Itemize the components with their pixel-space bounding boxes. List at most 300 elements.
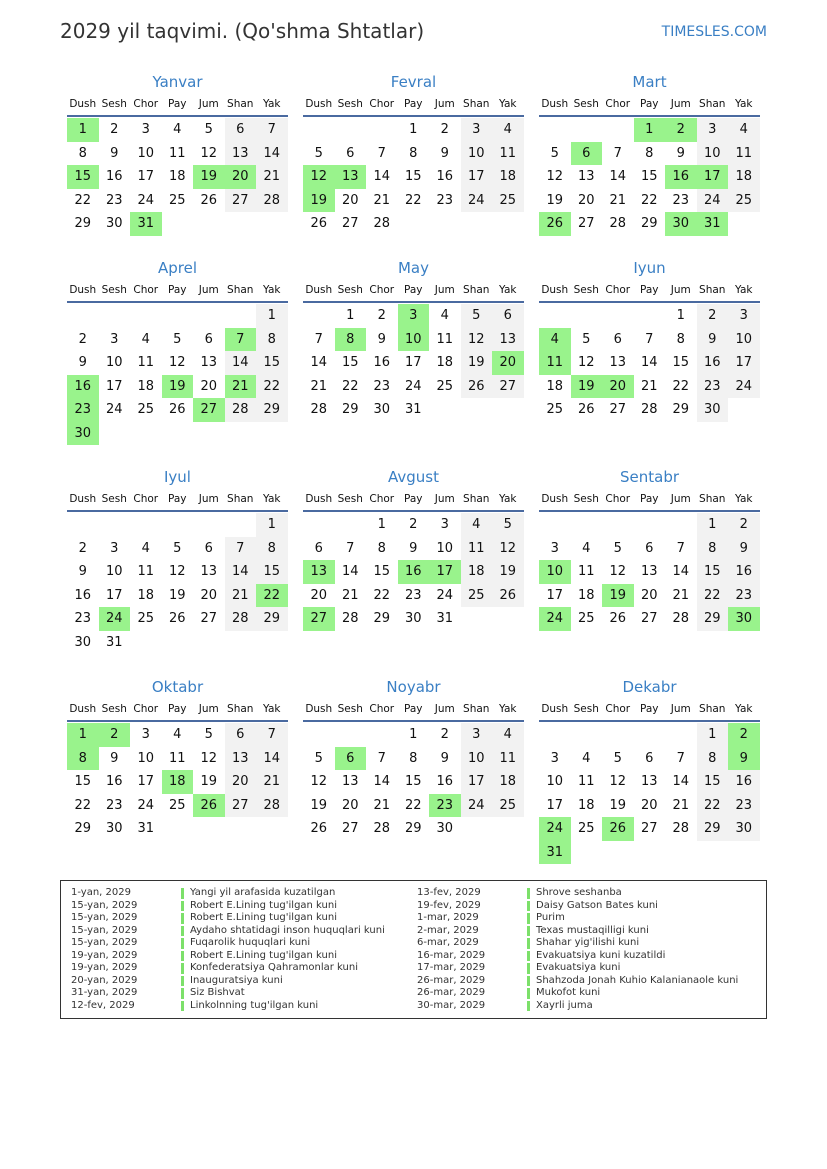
day-cell[interactable]: 22 xyxy=(697,584,729,608)
day-cell[interactable]: 4 xyxy=(141,540,150,556)
day-cell[interactable]: 7 xyxy=(225,328,257,352)
day-cell[interactable]: 23 xyxy=(373,378,391,394)
day-cell[interactable]: 11 xyxy=(577,564,595,579)
day-cell[interactable]: 25 xyxy=(137,402,155,417)
day-cell[interactable]: 24 xyxy=(697,189,729,213)
day-cell[interactable]: 14 xyxy=(256,142,288,166)
day-cell[interactable]: 11 xyxy=(577,774,595,789)
day-cell[interactable]: 16 xyxy=(728,770,760,794)
day-cell[interactable]: 3 xyxy=(461,118,493,142)
day-cell[interactable]: 6 xyxy=(613,331,622,347)
day-cell[interactable]: 27 xyxy=(577,216,595,231)
day-cell[interactable]: 26 xyxy=(577,402,595,417)
day-cell[interactable]: 20 xyxy=(577,192,595,208)
day-cell[interactable]: 8 xyxy=(697,537,729,561)
day-cell[interactable]: 3 xyxy=(461,723,493,747)
day-cell[interactable]: 19 xyxy=(602,584,634,608)
day-cell[interactable]: 10 xyxy=(137,145,155,161)
day-cell[interactable]: 2 xyxy=(99,723,131,747)
day-cell[interactable]: 14 xyxy=(310,355,328,370)
day-cell[interactable]: 26 xyxy=(461,375,493,399)
day-cell[interactable]: 8 xyxy=(645,145,654,161)
day-cell[interactable]: 2 xyxy=(440,122,449,137)
day-cell[interactable]: 23 xyxy=(105,192,123,208)
day-cell[interactable]: 8 xyxy=(335,328,367,352)
day-cell[interactable]: 30 xyxy=(728,607,760,631)
day-cell[interactable]: 7 xyxy=(645,331,654,347)
day-cell[interactable]: 19 xyxy=(492,560,524,584)
day-cell[interactable]: 13 xyxy=(341,774,359,789)
day-cell[interactable]: 12 xyxy=(546,169,564,184)
day-cell[interactable]: 19 xyxy=(193,165,225,189)
day-cell[interactable]: 21 xyxy=(225,584,257,608)
day-cell[interactable]: 13 xyxy=(200,564,218,579)
day-cell[interactable]: 14 xyxy=(672,774,690,789)
day-cell[interactable]: 29 xyxy=(697,607,729,631)
day-cell[interactable]: 26 xyxy=(609,611,627,626)
day-cell[interactable]: 1 xyxy=(67,118,99,142)
day-cell[interactable]: 12 xyxy=(200,750,218,766)
day-cell[interactable]: 16 xyxy=(398,560,430,584)
day-cell[interactable]: 7 xyxy=(314,331,323,347)
day-cell[interactable]: 14 xyxy=(225,560,257,584)
day-cell[interactable]: 25 xyxy=(492,794,524,818)
day-cell[interactable]: 4 xyxy=(440,308,449,323)
day-cell[interactable]: 2 xyxy=(78,331,87,347)
day-cell[interactable]: 20 xyxy=(310,587,328,603)
day-cell[interactable]: 6 xyxy=(645,540,654,556)
day-cell[interactable]: 6 xyxy=(204,331,213,347)
day-cell[interactable]: 12 xyxy=(609,774,627,789)
day-cell[interactable]: 9 xyxy=(697,328,729,352)
day-cell[interactable]: 24 xyxy=(99,607,131,631)
day-cell[interactable]: 15 xyxy=(256,351,288,375)
day-cell[interactable]: 15 xyxy=(404,169,422,184)
day-cell[interactable]: 1 xyxy=(697,723,729,747)
day-cell[interactable]: 9 xyxy=(728,747,760,771)
day-cell[interactable]: 7 xyxy=(256,118,288,142)
day-cell[interactable]: 22 xyxy=(404,797,422,813)
day-cell[interactable]: 13 xyxy=(577,169,595,184)
day-cell[interactable]: 22 xyxy=(697,794,729,818)
day-cell[interactable]: 27 xyxy=(341,216,359,231)
day-cell[interactable]: 12 xyxy=(577,355,595,370)
day-cell[interactable]: 2 xyxy=(665,118,697,142)
day-cell[interactable]: 15 xyxy=(640,169,658,184)
day-cell[interactable]: 7 xyxy=(377,750,386,766)
day-cell[interactable]: 24 xyxy=(404,378,422,394)
day-cell[interactable]: 9 xyxy=(440,750,449,766)
day-cell[interactable]: 5 xyxy=(314,750,323,766)
day-cell[interactable]: 25 xyxy=(577,821,595,836)
day-cell[interactable]: 28 xyxy=(256,189,288,213)
day-cell[interactable]: 12 xyxy=(461,328,493,352)
day-cell[interactable]: 26 xyxy=(310,216,328,231)
day-cell[interactable]: 29 xyxy=(672,402,690,417)
day-cell[interactable]: 30 xyxy=(404,611,422,626)
day-cell[interactable]: 30 xyxy=(665,212,697,236)
day-cell[interactable]: 10 xyxy=(105,564,123,579)
day-cell[interactable]: 11 xyxy=(168,145,186,161)
day-cell[interactable]: 11 xyxy=(539,351,571,375)
day-cell[interactable]: 16 xyxy=(74,587,92,603)
day-cell[interactable]: 22 xyxy=(256,375,288,399)
day-cell[interactable]: 11 xyxy=(436,331,454,347)
day-cell[interactable]: 12 xyxy=(303,165,335,189)
day-cell[interactable]: 29 xyxy=(74,821,92,836)
day-cell[interactable]: 31 xyxy=(539,841,571,865)
day-cell[interactable]: 1 xyxy=(697,513,729,537)
day-cell[interactable]: 5 xyxy=(613,540,622,556)
day-cell[interactable]: 25 xyxy=(546,402,564,417)
day-cell[interactable]: 26 xyxy=(193,794,225,818)
day-cell[interactable]: 9 xyxy=(78,564,87,579)
day-cell[interactable]: 30 xyxy=(728,817,760,841)
day-cell[interactable]: 21 xyxy=(672,587,690,603)
day-cell[interactable]: 10 xyxy=(137,750,155,766)
day-cell[interactable]: 30 xyxy=(105,216,123,231)
day-cell[interactable]: 2 xyxy=(697,304,729,328)
day-cell[interactable]: 3 xyxy=(728,304,760,328)
day-cell[interactable]: 28 xyxy=(341,611,359,626)
day-cell[interactable]: 23 xyxy=(74,611,92,626)
day-cell[interactable]: 6 xyxy=(571,142,603,166)
day-cell[interactable]: 10 xyxy=(697,142,729,166)
day-cell[interactable]: 19 xyxy=(162,375,194,399)
day-cell[interactable]: 13 xyxy=(609,355,627,370)
day-cell[interactable]: 12 xyxy=(168,564,186,579)
day-cell[interactable]: 15 xyxy=(74,774,92,789)
day-cell[interactable]: 14 xyxy=(640,355,658,370)
day-cell[interactable]: 22 xyxy=(640,192,658,208)
day-cell[interactable]: 9 xyxy=(78,355,87,370)
day-cell[interactable]: 18 xyxy=(162,770,194,794)
day-cell[interactable]: 20 xyxy=(602,375,634,399)
day-cell[interactable]: 17 xyxy=(429,560,461,584)
day-cell[interactable]: 26 xyxy=(168,402,186,417)
day-cell[interactable]: 30 xyxy=(436,821,454,836)
day-cell[interactable]: 2 xyxy=(110,122,119,137)
day-cell[interactable]: 15 xyxy=(697,770,729,794)
day-cell[interactable]: 18 xyxy=(577,587,595,603)
day-cell[interactable]: 6 xyxy=(335,747,367,771)
day-cell[interactable]: 22 xyxy=(74,192,92,208)
day-cell[interactable]: 27 xyxy=(640,821,658,836)
day-cell[interactable]: 14 xyxy=(341,564,359,579)
day-cell[interactable]: 8 xyxy=(409,145,418,161)
day-cell[interactable]: 18 xyxy=(436,355,454,370)
day-cell[interactable]: 25 xyxy=(168,192,186,208)
day-cell[interactable]: 18 xyxy=(137,587,155,603)
day-cell[interactable]: 3 xyxy=(550,750,559,766)
day-cell[interactable]: 2 xyxy=(728,723,760,747)
day-cell[interactable]: 23 xyxy=(436,192,454,208)
day-cell[interactable]: 16 xyxy=(67,375,99,399)
day-cell[interactable]: 13 xyxy=(225,747,257,771)
day-cell[interactable]: 22 xyxy=(373,587,391,603)
day-cell[interactable]: 8 xyxy=(256,537,288,561)
day-cell[interactable]: 8 xyxy=(78,145,87,161)
day-cell[interactable]: 21 xyxy=(225,375,257,399)
day-cell[interactable]: 25 xyxy=(436,378,454,394)
day-cell[interactable]: 28 xyxy=(225,398,257,422)
day-cell[interactable]: 20 xyxy=(225,770,257,794)
day-cell[interactable]: 23 xyxy=(728,794,760,818)
day-cell[interactable]: 24 xyxy=(436,587,454,603)
day-cell[interactable]: 23 xyxy=(429,794,461,818)
day-cell[interactable]: 20 xyxy=(225,165,257,189)
day-cell[interactable]: 20 xyxy=(341,797,359,813)
day-cell[interactable]: 29 xyxy=(256,398,288,422)
day-cell[interactable]: 3 xyxy=(110,331,119,347)
day-cell[interactable]: 17 xyxy=(105,587,123,603)
day-cell[interactable]: 31 xyxy=(404,402,422,417)
day-cell[interactable]: 9 xyxy=(440,145,449,161)
day-cell[interactable]: 10 xyxy=(398,328,430,352)
day-cell[interactable]: 28 xyxy=(373,821,391,836)
day-cell[interactable]: 11 xyxy=(137,355,155,370)
day-cell[interactable]: 30 xyxy=(105,821,123,836)
day-cell[interactable]: 3 xyxy=(398,304,430,328)
day-cell[interactable]: 11 xyxy=(492,747,524,771)
day-cell[interactable]: 4 xyxy=(173,122,182,137)
day-cell[interactable]: 5 xyxy=(550,145,559,161)
day-cell[interactable]: 27 xyxy=(640,611,658,626)
day-cell[interactable]: 20 xyxy=(200,587,218,603)
day-cell[interactable]: 14 xyxy=(373,774,391,789)
day-cell[interactable]: 8 xyxy=(676,331,685,347)
day-cell[interactable]: 8 xyxy=(697,747,729,771)
day-cell[interactable]: 6 xyxy=(645,750,654,766)
day-cell[interactable]: 7 xyxy=(613,145,622,161)
day-cell[interactable]: 20 xyxy=(200,378,218,394)
day-cell[interactable]: 7 xyxy=(676,750,685,766)
day-cell[interactable]: 4 xyxy=(582,540,591,556)
day-cell[interactable]: 9 xyxy=(676,145,685,161)
day-cell[interactable]: 16 xyxy=(105,774,123,789)
day-cell[interactable]: 21 xyxy=(373,192,391,208)
day-cell[interactable]: 26 xyxy=(602,817,634,841)
day-cell[interactable]: 24 xyxy=(461,189,493,213)
day-cell[interactable]: 21 xyxy=(672,797,690,813)
day-cell[interactable]: 21 xyxy=(310,378,328,394)
day-cell[interactable]: 10 xyxy=(461,142,493,166)
day-cell[interactable]: 3 xyxy=(110,540,119,556)
day-cell[interactable]: 27 xyxy=(225,794,257,818)
day-cell[interactable]: 18 xyxy=(728,165,760,189)
brand-link[interactable]: TIMESLES.COM xyxy=(661,24,767,40)
day-cell[interactable]: 15 xyxy=(404,774,422,789)
day-cell[interactable]: 4 xyxy=(461,513,493,537)
day-cell[interactable]: 27 xyxy=(200,611,218,626)
day-cell[interactable]: 30 xyxy=(67,422,99,446)
day-cell[interactable]: 21 xyxy=(373,797,391,813)
day-cell[interactable]: 11 xyxy=(168,750,186,766)
day-cell[interactable]: 26 xyxy=(310,821,328,836)
day-cell[interactable]: 2 xyxy=(377,308,386,323)
day-cell[interactable]: 6 xyxy=(225,723,257,747)
day-cell[interactable]: 19 xyxy=(200,774,218,789)
day-cell[interactable]: 21 xyxy=(609,192,627,208)
day-cell[interactable]: 25 xyxy=(577,611,595,626)
day-cell[interactable]: 15 xyxy=(672,355,690,370)
day-cell[interactable]: 29 xyxy=(697,817,729,841)
day-cell[interactable]: 20 xyxy=(640,797,658,813)
day-cell[interactable]: 4 xyxy=(492,723,524,747)
day-cell[interactable]: 2 xyxy=(78,540,87,556)
day-cell[interactable]: 7 xyxy=(676,540,685,556)
day-cell[interactable]: 21 xyxy=(640,378,658,394)
day-cell[interactable]: 22 xyxy=(341,378,359,394)
day-cell[interactable]: 26 xyxy=(492,584,524,608)
day-cell[interactable]: 11 xyxy=(461,537,493,561)
day-cell[interactable]: 13 xyxy=(492,328,524,352)
day-cell[interactable]: 5 xyxy=(613,750,622,766)
day-cell[interactable]: 11 xyxy=(137,564,155,579)
day-cell[interactable]: 3 xyxy=(550,540,559,556)
day-cell[interactable]: 14 xyxy=(609,169,627,184)
day-cell[interactable]: 29 xyxy=(640,216,658,231)
day-cell[interactable]: 4 xyxy=(728,118,760,142)
day-cell[interactable]: 12 xyxy=(492,537,524,561)
day-cell[interactable]: 7 xyxy=(377,145,386,161)
day-cell[interactable]: 25 xyxy=(137,611,155,626)
day-cell[interactable]: 24 xyxy=(137,797,155,813)
day-cell[interactable]: 28 xyxy=(373,216,391,231)
day-cell[interactable]: 27 xyxy=(341,821,359,836)
day-cell[interactable]: 14 xyxy=(256,747,288,771)
day-cell[interactable]: 6 xyxy=(314,540,323,556)
day-cell[interactable]: 21 xyxy=(341,587,359,603)
day-cell[interactable]: 21 xyxy=(256,165,288,189)
day-cell[interactable]: 7 xyxy=(225,537,257,561)
day-cell[interactable]: 16 xyxy=(373,355,391,370)
day-cell[interactable]: 25 xyxy=(461,584,493,608)
day-cell[interactable]: 23 xyxy=(404,587,422,603)
day-cell[interactable]: 28 xyxy=(672,611,690,626)
day-cell[interactable]: 19 xyxy=(303,189,335,213)
day-cell[interactable]: 13 xyxy=(640,564,658,579)
day-cell[interactable]: 27 xyxy=(492,375,524,399)
day-cell[interactable]: 2 xyxy=(728,513,760,537)
day-cell[interactable]: 29 xyxy=(373,611,391,626)
day-cell[interactable]: 3 xyxy=(440,517,449,532)
day-cell[interactable]: 5 xyxy=(582,331,591,347)
day-cell[interactable]: 10 xyxy=(546,774,564,789)
day-cell[interactable]: 13 xyxy=(200,355,218,370)
day-cell[interactable]: 24 xyxy=(539,817,571,841)
day-cell[interactable]: 17 xyxy=(461,770,493,794)
day-cell[interactable]: 12 xyxy=(310,774,328,789)
day-cell[interactable]: 10 xyxy=(728,328,760,352)
day-cell[interactable]: 21 xyxy=(256,770,288,794)
day-cell[interactable]: 16 xyxy=(436,774,454,789)
day-cell[interactable]: 19 xyxy=(546,192,564,208)
day-cell[interactable]: 12 xyxy=(168,355,186,370)
day-cell[interactable]: 28 xyxy=(225,607,257,631)
day-cell[interactable]: 3 xyxy=(697,118,729,142)
day-cell[interactable]: 6 xyxy=(492,304,524,328)
day-cell[interactable]: 31 xyxy=(697,212,729,236)
day-cell[interactable]: 16 xyxy=(436,169,454,184)
day-cell[interactable]: 4 xyxy=(173,727,182,742)
day-cell[interactable]: 22 xyxy=(672,378,690,394)
day-cell[interactable]: 10 xyxy=(539,560,571,584)
day-cell[interactable]: 20 xyxy=(492,351,524,375)
day-cell[interactable]: 19 xyxy=(310,797,328,813)
day-cell[interactable]: 27 xyxy=(193,398,225,422)
day-cell[interactable]: 6 xyxy=(225,118,257,142)
day-cell[interactable]: 8 xyxy=(409,750,418,766)
day-cell[interactable]: 4 xyxy=(141,331,150,347)
day-cell[interactable]: 17 xyxy=(137,774,155,789)
day-cell[interactable]: 4 xyxy=(582,750,591,766)
day-cell[interactable]: 18 xyxy=(546,378,564,394)
day-cell[interactable]: 5 xyxy=(492,513,524,537)
day-cell[interactable]: 13 xyxy=(640,774,658,789)
day-cell[interactable]: 17 xyxy=(697,165,729,189)
day-cell[interactable]: 16 xyxy=(105,169,123,184)
day-cell[interactable]: 5 xyxy=(173,540,182,556)
day-cell[interactable]: 5 xyxy=(204,727,213,742)
day-cell[interactable]: 14 xyxy=(373,169,391,184)
day-cell[interactable]: 16 xyxy=(665,165,697,189)
day-cell[interactable]: 2 xyxy=(440,727,449,742)
day-cell[interactable]: 31 xyxy=(105,634,123,650)
day-cell[interactable]: 23 xyxy=(105,797,123,813)
day-cell[interactable]: 1 xyxy=(67,723,99,747)
day-cell[interactable]: 4 xyxy=(492,118,524,142)
day-cell[interactable]: 23 xyxy=(672,192,690,208)
day-cell[interactable]: 27 xyxy=(303,607,335,631)
day-cell[interactable]: 1 xyxy=(346,308,355,323)
day-cell[interactable]: 13 xyxy=(303,560,335,584)
day-cell[interactable]: 17 xyxy=(105,378,123,394)
day-cell[interactable]: 25 xyxy=(168,797,186,813)
day-cell[interactable]: 29 xyxy=(256,607,288,631)
day-cell[interactable]: 24 xyxy=(539,607,571,631)
day-cell[interactable]: 22 xyxy=(74,797,92,813)
day-cell[interactable]: 6 xyxy=(346,145,355,161)
day-cell[interactable]: 16 xyxy=(728,560,760,584)
day-cell[interactable]: 1 xyxy=(256,304,288,328)
day-cell[interactable]: 15 xyxy=(341,355,359,370)
day-cell[interactable]: 9 xyxy=(377,331,386,347)
day-cell[interactable]: 17 xyxy=(546,797,564,813)
day-cell[interactable]: 14 xyxy=(672,564,690,579)
day-cell[interactable]: 18 xyxy=(168,169,186,184)
day-cell[interactable]: 27 xyxy=(225,189,257,213)
day-cell[interactable]: 8 xyxy=(256,328,288,352)
day-cell[interactable]: 5 xyxy=(314,145,323,161)
day-cell[interactable]: 17 xyxy=(546,587,564,603)
day-cell[interactable]: 25 xyxy=(492,189,524,213)
day-cell[interactable]: 18 xyxy=(137,378,155,394)
day-cell[interactable]: 13 xyxy=(225,142,257,166)
day-cell[interactable]: 28 xyxy=(640,402,658,417)
day-cell[interactable]: 9 xyxy=(728,537,760,561)
day-cell[interactable]: 14 xyxy=(225,351,257,375)
day-cell[interactable]: 8 xyxy=(377,540,386,556)
day-cell[interactable]: 20 xyxy=(341,192,359,208)
day-cell[interactable]: 17 xyxy=(728,351,760,375)
day-cell[interactable]: 24 xyxy=(105,402,123,417)
day-cell[interactable]: 11 xyxy=(492,142,524,166)
day-cell[interactable]: 7 xyxy=(256,723,288,747)
day-cell[interactable]: 7 xyxy=(346,540,355,556)
day-cell[interactable]: 28 xyxy=(256,794,288,818)
day-cell[interactable]: 18 xyxy=(492,770,524,794)
